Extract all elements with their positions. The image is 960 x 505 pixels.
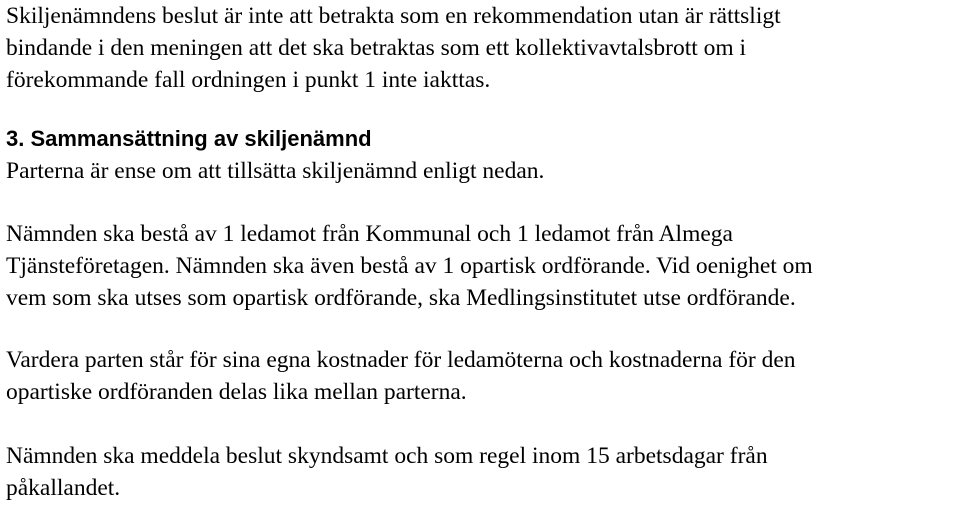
text-line: Skiljenämndens beslut är inte att betrakta som en rekommendation utan är rättsligt [6,3,781,29]
paragraph-costs [6,344,796,408]
text-line: Parterna är ense om att tillsätta skiljenämnd enligt nedan. [6,158,545,184]
section-intro [6,155,544,187]
text-line: vem som ska utses som opartisk ordförande, ska Medlingsinstitutet utse ordförande. [6,285,796,311]
text-line: Nämnden ska meddela beslut skyndsamt och som regel inom 15 arbetsdagar från [6,443,768,469]
paragraph-decision-deadline [6,440,768,504]
text-line: opartiske ordföranden delas lika mellan parterna. [6,379,467,405]
text-line: förekommande fall ordningen i punkt 1 inte iakttas. [6,67,491,93]
text-line: bindande i den meningen att det ska betraktas som ett kollektivavtalsbrott om i [6,35,747,61]
section-heading: 3. Sammansättning av skiljenämnd [6,126,372,151]
text-line: påkallandet. [6,475,121,501]
text-line: Tjänsteföretagen. Nämnden ska även bestå av 1 opartisk ordförande. Vid oenighet om [6,253,813,279]
text-line: Vardera parten står för sina egna kostnader för ledamöterna och kostnaderna för den [6,347,796,373]
paragraph-binding-decision [6,0,781,96]
paragraph-composition [6,218,813,314]
text-line: Nämnden ska bestå av 1 ledamot från Kommunal och 1 ledamot från Almega [6,221,733,247]
